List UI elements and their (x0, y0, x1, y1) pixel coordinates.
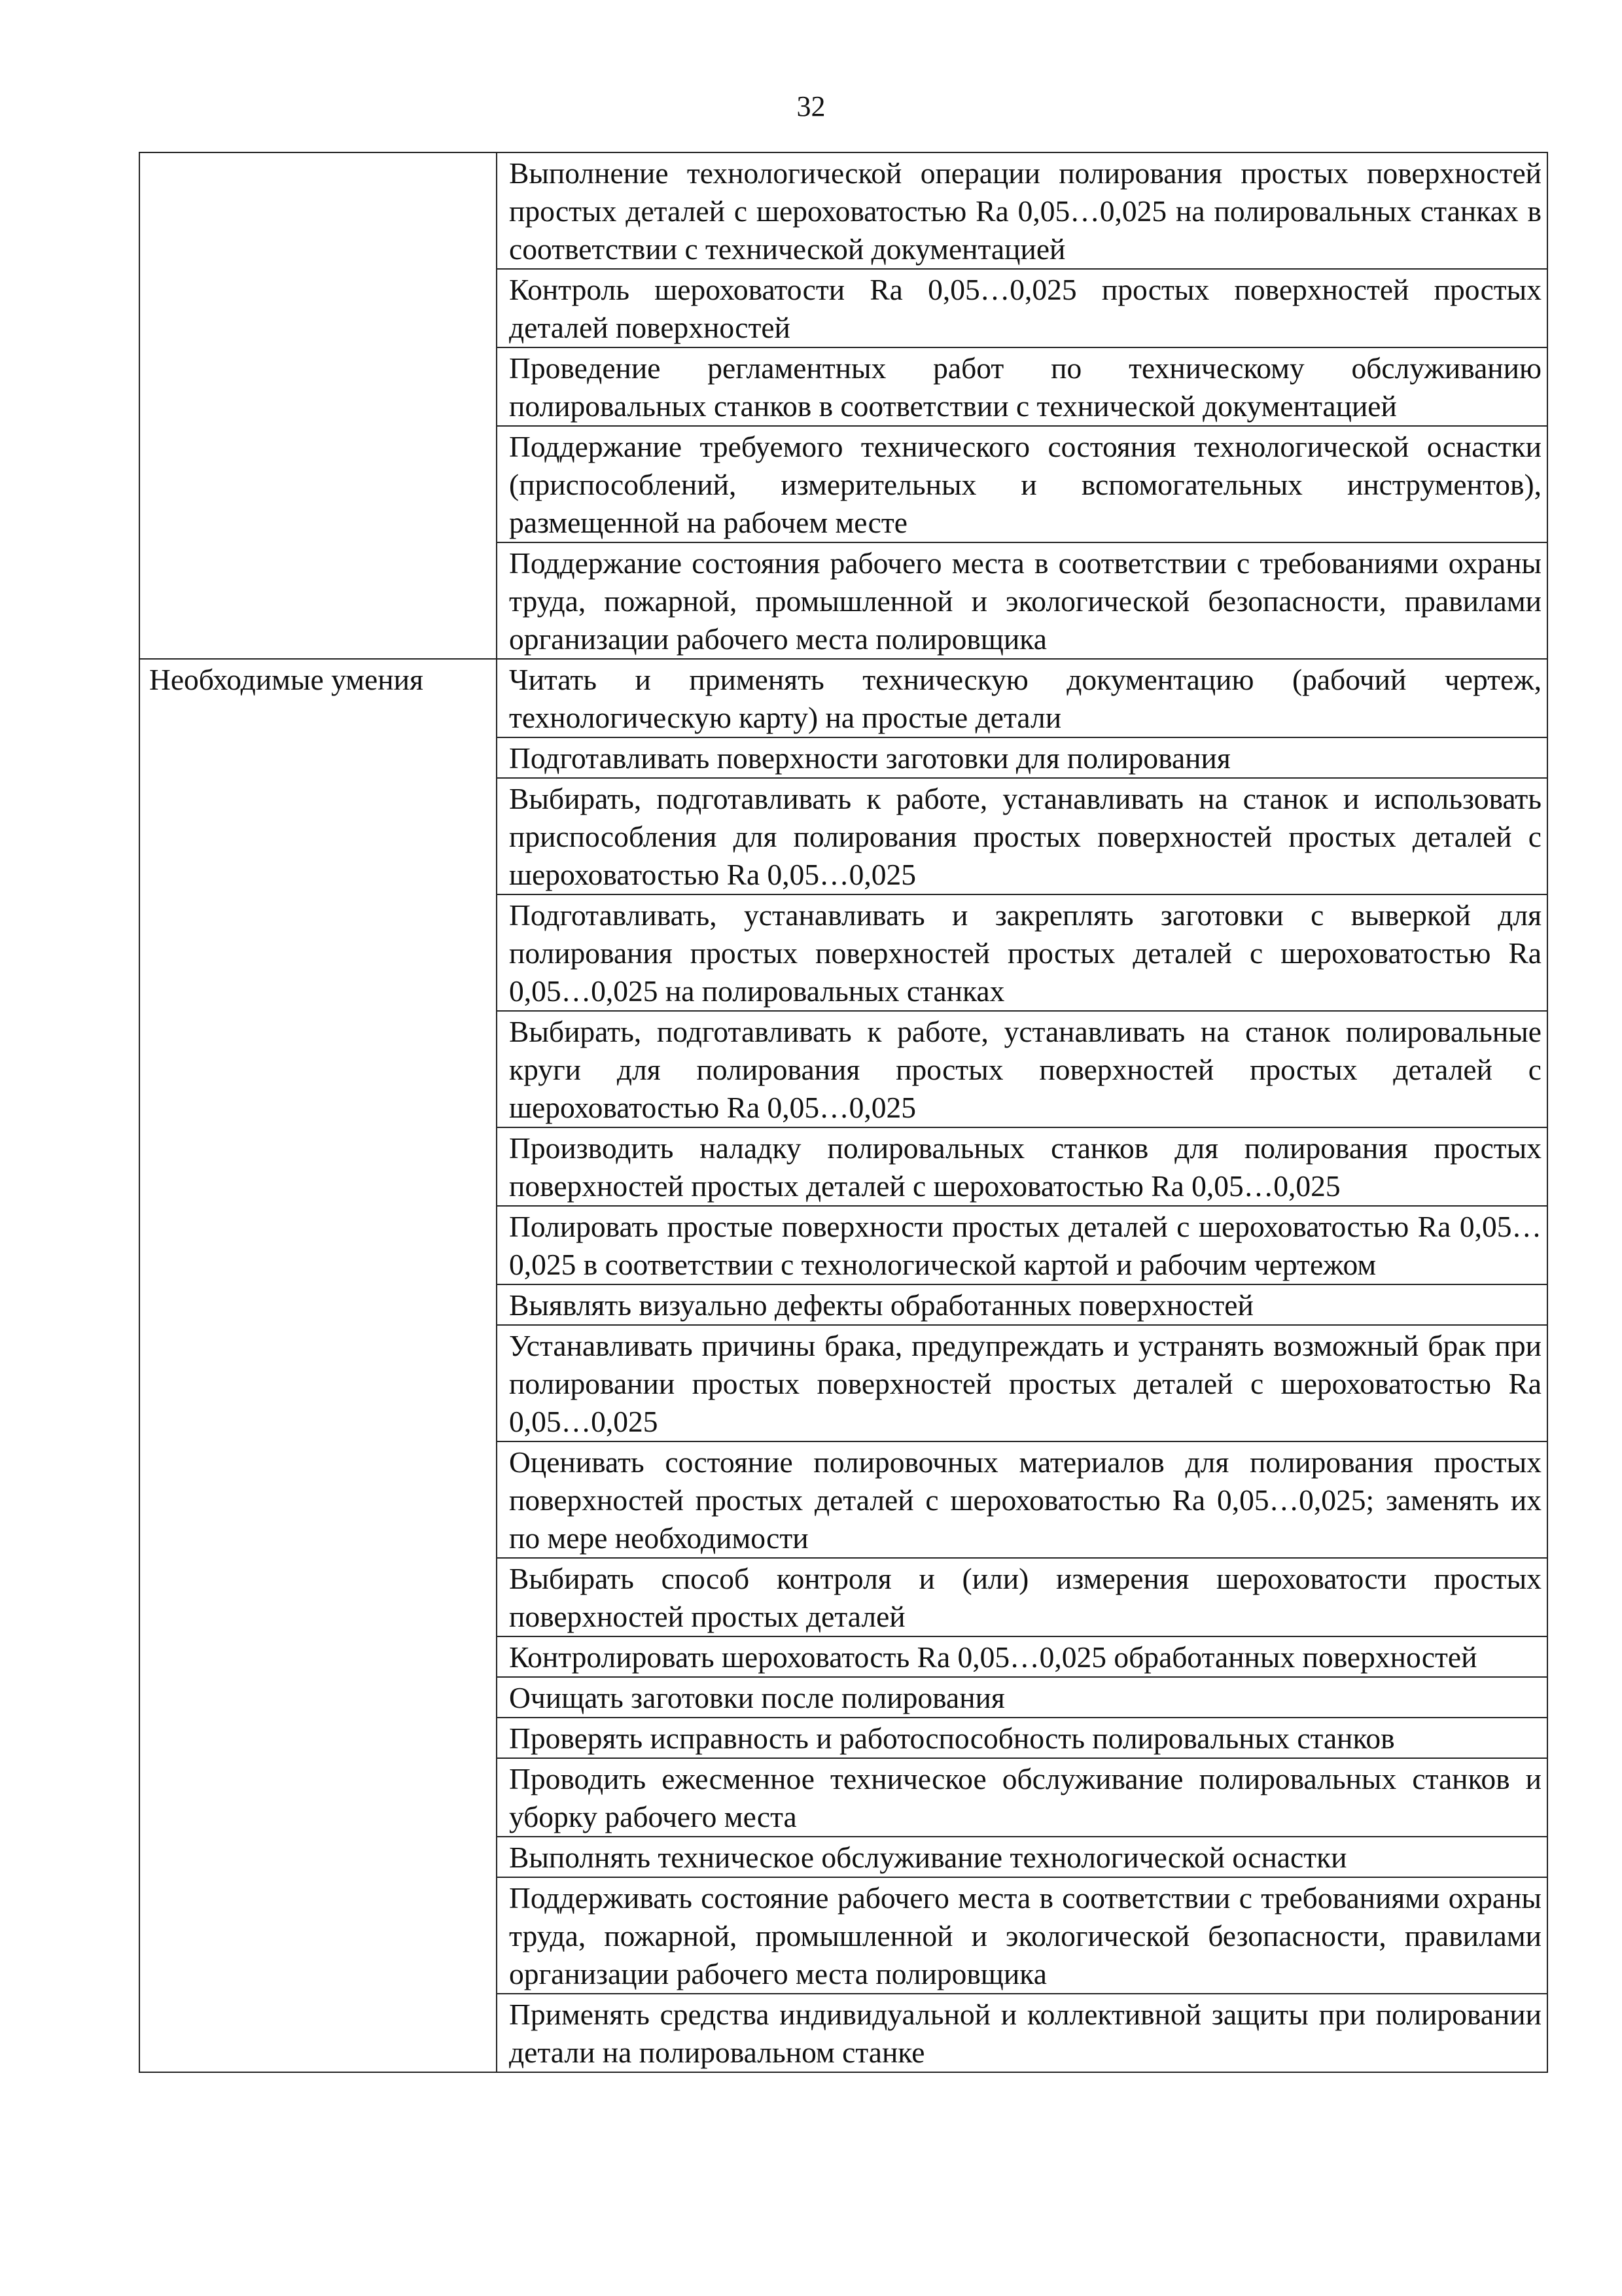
requirement-item-cell: Поддержание требуемого технического состояния технологической оснастки (приспособлений, измерительных и вспомогательных инструментов), размещенной на рабочем месте (497, 426, 1547, 542)
requirement-item-cell: Выбирать способ контроля и (или) измерения шероховатости простых поверхностей простых деталей (497, 1558, 1547, 1636)
requirement-item-cell: Очищать заготовки после полирования (497, 1677, 1547, 1718)
group-label-cell (139, 152, 497, 659)
requirement-item-cell: Устанавливать причины брака, предупреждать и устранять возможный брак при полировании простых поверхностей простых деталей с шероховатостью Ra 0,05…0,025 (497, 1325, 1547, 1441)
page-number: 32 (796, 90, 826, 122)
requirements-table (139, 152, 1548, 2073)
requirement-item-cell: Поддерживать состояние рабочего места в соответствии с требованиями охраны труда, пожарной, промышленной и экологической безопасности, правилами организации рабочего места полировщика (497, 1877, 1547, 1994)
requirement-item-cell: Выбирать, подготавливать к работе, устанавливать на станок полировальные круги для полирования простых поверхностей простых деталей с шероховатостью Ra 0,05…0,025 (497, 1011, 1547, 1127)
table-row (139, 659, 1547, 737)
requirement-item-cell: Производить наладку полировальных станков для полирования простых поверхностей простых деталей с шероховатостью Ra 0,05…0,025 (497, 1127, 1547, 1206)
requirement-item-cell: Подготавливать поверхности заготовки для полирования (497, 737, 1547, 778)
requirement-item-cell: Контроль шероховатости Ra 0,05…0,025 простых поверхностей простых деталей поверхностей (497, 269, 1547, 347)
requirement-item-cell: Читать и применять техническую документацию (рабочий чертеж, технологическую карту) на простые детали (497, 659, 1547, 737)
requirement-item-cell: Проводить ежесменное техническое обслуживание полировальных станков и уборку рабочего места (497, 1758, 1547, 1837)
requirement-item-cell: Подготавливать, устанавливать и закреплять заготовки с выверкой для полирования простых поверхностей простых деталей с шероховатостью Ra 0,05…0,025 на полировальных станках (497, 894, 1547, 1011)
requirement-item-cell: Поддержание состояния рабочего места в соответствии с требованиями охраны труда, пожарной, промышленной и экологической безопасности, правилами организации рабочего места полировщика (497, 542, 1547, 659)
table-row (139, 152, 1547, 269)
requirement-item-cell: Выполнение технологической операции полирования простых поверхностей простых деталей с шероховатостью Ra 0,05…0,025 на полировальных станках в соответствии с технической документацией (497, 152, 1547, 269)
requirement-item-cell: Выбирать, подготавливать к работе, устанавливать на станок и использовать приспособления для полирования простых поверхностей простых деталей с шероховатостью Ra 0,05…0,025 (497, 778, 1547, 894)
requirements-table-body (139, 152, 1547, 2072)
requirement-item-cell: Применять средства индивидуальной и коллективной защиты при полировании детали на полировальном станке (497, 1994, 1547, 2072)
requirement-item-cell: Полировать простые поверхности простых деталей с шероховатостью Ra 0,05…0,025 в соответствии с технологической картой и рабочим чертежом (497, 1206, 1547, 1284)
requirement-item-cell: Проверять исправность и работоспособность полировальных станков (497, 1718, 1547, 1758)
requirement-item-cell: Оценивать состояние полировочных материалов для полирования простых поверхностей простых деталей с шероховатостью Ra 0,05…0,025; заменять их по мере необходимости (497, 1441, 1547, 1558)
requirement-item-cell: Выполнять техническое обслуживание технологической оснастки (497, 1837, 1547, 1877)
requirement-item-cell: Проведение регламентных работ по техническому обслуживанию полировальных станков в соответствии с технической документацией (497, 347, 1547, 426)
requirement-item-cell: Контролировать шероховатость Ra 0,05…0,025 обработанных поверхностей (497, 1636, 1547, 1677)
requirement-item-cell: Выявлять визуально дефекты обработанных поверхностей (497, 1284, 1547, 1325)
group-label-cell: Необходимые умения (139, 659, 497, 2072)
